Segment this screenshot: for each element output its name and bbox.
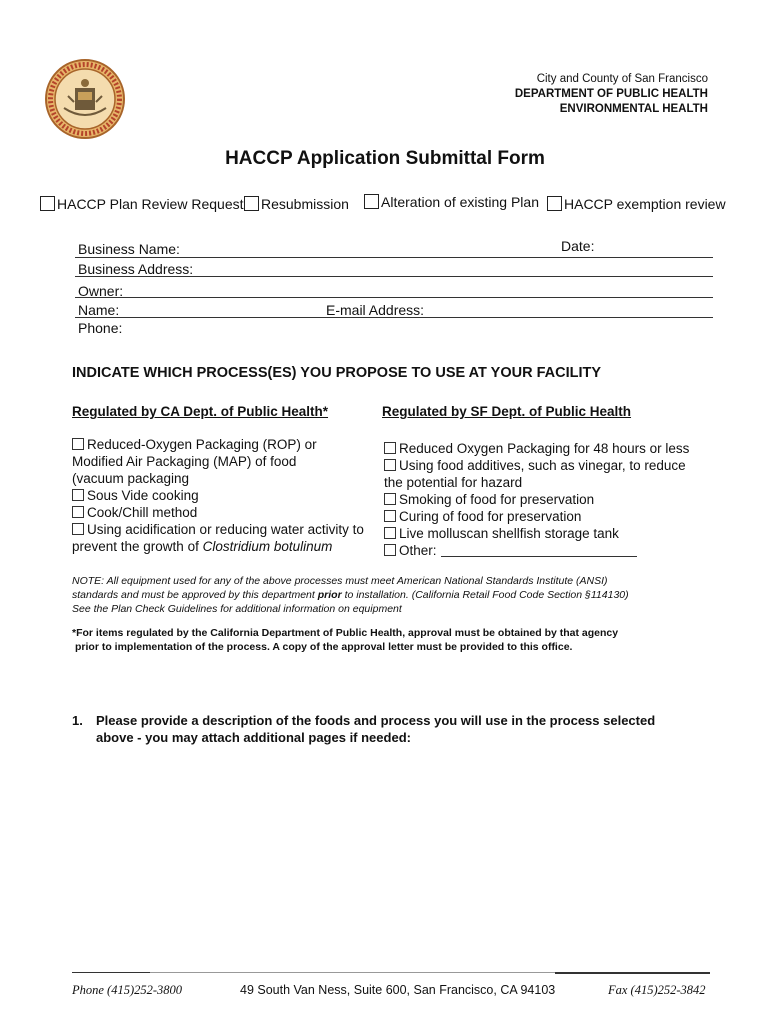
business-name-label: Business Name:: [78, 241, 180, 257]
owner-line[interactable]: [75, 297, 713, 298]
business-address-label: Business Address:: [78, 261, 194, 277]
list-item[interactable]: Using food additives, such as vinegar, to reduce: [384, 457, 689, 474]
list-item[interactable]: Cook/Chill method: [72, 504, 364, 521]
checkbox-icon[interactable]: [384, 442, 396, 454]
checkbox-icon[interactable]: [364, 194, 379, 209]
list-item[interactable]: Using acidification or reducing water activity to: [72, 521, 364, 538]
owner-label: Owner:: [78, 283, 124, 299]
checkbox-icon[interactable]: [72, 489, 84, 501]
checkbox-exemption-review[interactable]: [547, 196, 726, 212]
list-item[interactable]: Smoking of food for preservation: [384, 491, 689, 508]
date-label: Date:: [561, 238, 595, 254]
checkbox-icon[interactable]: [384, 493, 396, 505]
checkbox-icon[interactable]: [384, 459, 396, 471]
footer-rule-left: [72, 972, 150, 973]
checkbox-icon[interactable]: [72, 438, 84, 450]
checkbox-label: HACCP Plan Review Request: [57, 196, 244, 212]
regulated-note: *For items regulated by the California Department of Public Health, approval must be obtained by that agency prior to implementation of the process. A copy of the approval letter must be provided to this office.: [72, 627, 619, 653]
checkbox-alteration[interactable]: [364, 194, 539, 210]
checkbox-icon[interactable]: [72, 523, 84, 535]
sf-column-heading: Regulated by SF Dept. of Public Health: [382, 404, 632, 419]
agency-city: City and County of San Francisco: [536, 73, 708, 85]
state-column-heading: Regulated by CA Dept. of Public Health*: [72, 404, 329, 419]
footer-phone: Phone (415)252-3800: [72, 983, 183, 997]
list-item[interactable]: Sous Vide cooking: [72, 487, 364, 504]
name-email-line[interactable]: [75, 317, 713, 318]
email-label: E-mail Address:: [326, 302, 425, 318]
question-1: 1. Please provide a description of the foods and process you will use in the process selected above - you may attach additional pages if needed:: [72, 713, 656, 745]
footer-rule-right: [555, 972, 710, 974]
checkbox-label: HACCP exemption review: [564, 196, 726, 212]
footer-fax: Fax (415)252-3842: [608, 983, 706, 997]
business-address-line[interactable]: [75, 276, 713, 277]
business-name-line[interactable]: [75, 257, 713, 258]
list-item[interactable]: Other:: [384, 542, 689, 559]
checkbox-icon[interactable]: [40, 196, 55, 211]
page-title: HACCP Application Submittal Form: [225, 148, 545, 169]
checkbox-icon[interactable]: [244, 196, 259, 211]
checkbox-label: Resubmission: [261, 196, 349, 212]
checkbox-plan-review[interactable]: [40, 196, 244, 212]
list-item[interactable]: Reduced-Oxygen Packaging (ROP) or: [72, 436, 364, 453]
footer-rule-center: [150, 972, 555, 973]
checkbox-icon[interactable]: [384, 527, 396, 539]
process-heading: INDICATE WHICH PROCESS(ES) YOU PROPOSE TO USE AT YOUR FACILITY: [72, 365, 602, 381]
footer-address: 49 South Van Ness, Suite 600, San Francisco, CA 94103: [240, 983, 556, 997]
list-item[interactable]: Live molluscan shellfish storage tank: [384, 525, 689, 542]
checkbox-label: Alteration of existing Plan: [381, 194, 539, 210]
list-item[interactable]: Reduced Oxygen Packaging for 48 hours or less: [384, 440, 689, 457]
checkbox-icon[interactable]: [384, 544, 396, 556]
state-process-list: Reduced-Oxygen Packaging (ROP) or Modified Air Packaging (MAP) of food (vacuum packaging Sous Vide cooking Cook/Chill method Using acidification or reducing water activity to prevent the growth of Clostridium botulinum: [72, 437, 364, 554]
checkbox-icon[interactable]: [72, 506, 84, 518]
name-label: Name:: [78, 302, 120, 318]
agency-department: DEPARTMENT OF PUBLIC HEALTH: [514, 88, 708, 100]
checkbox-icon[interactable]: [547, 196, 562, 211]
checkbox-icon[interactable]: [384, 510, 396, 522]
city-seal-icon: [44, 58, 126, 140]
equipment-note: NOTE: All equipment used for any of the above processes must meet American National Standards Institute (ANSI) standards and must be approved by this department prior to installation. (California Retail Food Code Section §114130) See the Plan Check Guidelines for additional information on equipment: [72, 575, 629, 615]
phone-label: Phone:: [78, 320, 123, 336]
checkbox-resubmission[interactable]: [244, 196, 349, 212]
sf-process-list: Reduced Oxygen Packaging for 48 hours or less Using food additives, such as vinegar, to reduce the potential for hazard Smoking of food for preservation Curing of food for preservation Live molluscan shellfish storage tank Other:: [384, 441, 690, 558]
agency-block: [515, 72, 708, 117]
list-item[interactable]: Curing of food for preservation: [384, 508, 689, 525]
agency-division: ENVIRONMENTAL HEALTH: [559, 103, 708, 115]
other-input-line[interactable]: [441, 556, 637, 557]
